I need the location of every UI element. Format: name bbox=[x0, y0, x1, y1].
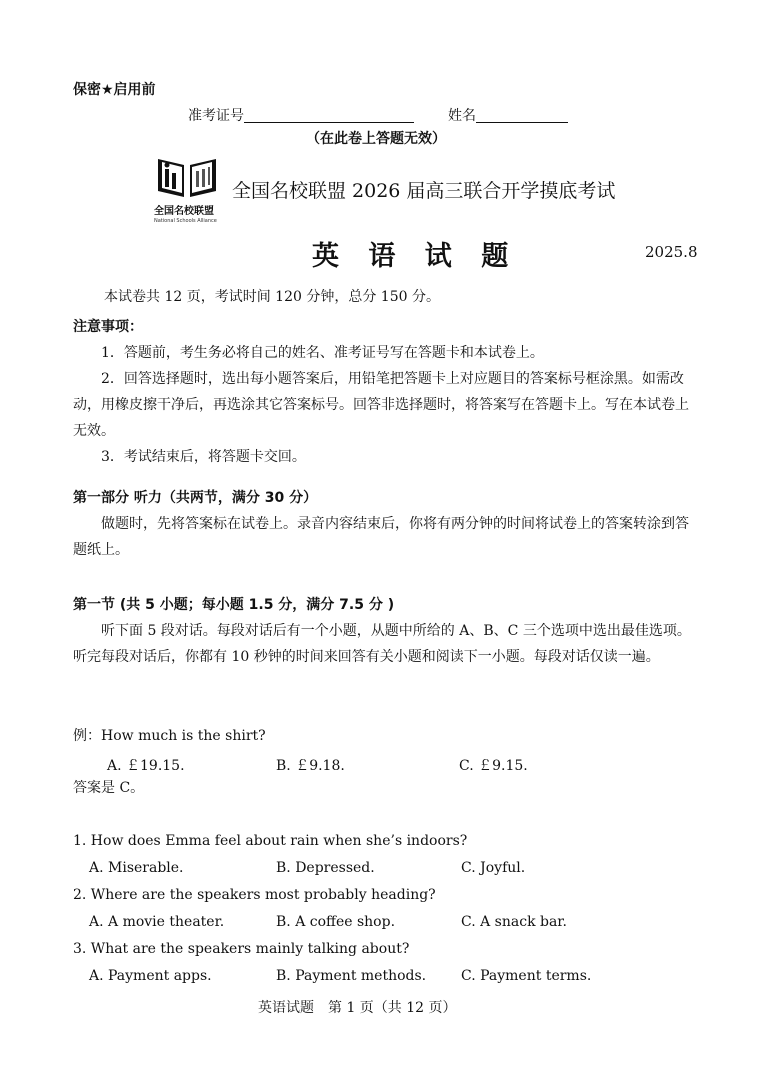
logo-text: 全国名校联盟 bbox=[154, 206, 214, 217]
question-1-option-c: C. Joyful. bbox=[461, 860, 526, 876]
section1-heading: 第一节 (共 5 小题；每小题 1.5 分，满分 7.5 分 ) bbox=[73, 597, 395, 613]
exam-id-label: 准考证号 bbox=[188, 108, 244, 124]
logo-subtext: National Schools Alliance bbox=[154, 218, 217, 224]
example-option-a: A. ￡19.15. bbox=[107, 758, 185, 774]
notice-item-1-text: 1．答题前，考生务必将自己的姓名、准考证号写在答题卡和本试卷上。 bbox=[101, 345, 544, 361]
question-3-option-a: A. Payment apps. bbox=[89, 968, 212, 984]
example-option-b: B. ￡9.18. bbox=[276, 758, 345, 774]
question-1-option-a: A. Miserable. bbox=[89, 860, 184, 876]
exam-title: 全国名校联盟 2026 届高三联合开学摸底考试 bbox=[232, 180, 616, 202]
paper-title: 英 语 试 题 bbox=[312, 241, 519, 272]
name-row bbox=[448, 108, 568, 123]
book-logo-icon bbox=[154, 153, 220, 201]
alliance-logo bbox=[154, 153, 220, 227]
question-1-option-b: B. Depressed. bbox=[276, 860, 375, 876]
notice-item-2-text: 2．回答选择题时，选出每小题答案后，用铅笔把答题卡上对应题目的答案标号框涂黑。如需改动，用橡皮擦干净后，再选涂其它答案标号。回答非选择题时，将答案写在答题卡上。写在本试卷上无效。 bbox=[73, 371, 689, 439]
part1-intro-text: 做题时，先将答案标在试卷上。录音内容结束后，你将有两分钟的时间将试卷上的答案转涂到答题纸上。 bbox=[73, 516, 689, 558]
notice-item-3 bbox=[73, 444, 693, 470]
part1-intro bbox=[73, 511, 693, 563]
question-1: 1. How does Emma feel about rain when she’s indoors? bbox=[73, 833, 468, 849]
question-2-option-b: B. A coffee shop. bbox=[276, 914, 396, 930]
question-3-option-b: B. Payment methods. bbox=[276, 968, 427, 984]
page-footer: 英语试题 第 1 页（共 12 页） bbox=[258, 1000, 457, 1016]
exam-date: 2025.8 bbox=[645, 243, 698, 261]
example-answer: 答案是 C。 bbox=[73, 780, 145, 796]
question-3: 3. What are the speakers mainly talking about? bbox=[73, 941, 410, 957]
notice-item-2 bbox=[73, 366, 693, 444]
paper-info: 本试卷共 12 页，考试时间 120 分钟，总分 150 分。 bbox=[104, 289, 440, 305]
name-blank bbox=[476, 108, 568, 123]
notice-item-3-text: 3．考试结束后，将答题卡交回。 bbox=[101, 449, 306, 465]
example-question: 例：How much is the shirt? bbox=[73, 728, 266, 744]
confidential-label: 保密★启用前 bbox=[73, 82, 156, 98]
question-2: 2. Where are the speakers most probably heading? bbox=[73, 887, 436, 903]
question-2-option-c: C. A snack bar. bbox=[461, 914, 567, 930]
question-2-option-a: A. A movie theater. bbox=[89, 914, 225, 930]
question-3-option-c: C. Payment terms. bbox=[461, 968, 592, 984]
example-option-c: C. ￡9.15. bbox=[459, 758, 528, 774]
name-label: 姓名 bbox=[448, 108, 476, 124]
part1-heading: 第一部分 听力（共两节，满分 30 分） bbox=[73, 490, 318, 506]
exam-id-blank bbox=[244, 108, 414, 123]
notice-item-1 bbox=[73, 340, 693, 366]
exam-id-row bbox=[188, 108, 414, 123]
section1-intro bbox=[73, 618, 693, 670]
notice-heading: 注意事项： bbox=[73, 319, 143, 335]
invalid-note: （在此卷上答题无效） bbox=[306, 131, 446, 147]
section1-intro-text: 听下面 5 段对话。每段对话后有一个小题，从题中所给的 A、B、C 三个选项中选出最佳选项。听完每段对话后，你都有 10 秒钟的时间来回答有关小题和阅读下一小题。每段对话仅读一遍。 bbox=[73, 623, 691, 665]
